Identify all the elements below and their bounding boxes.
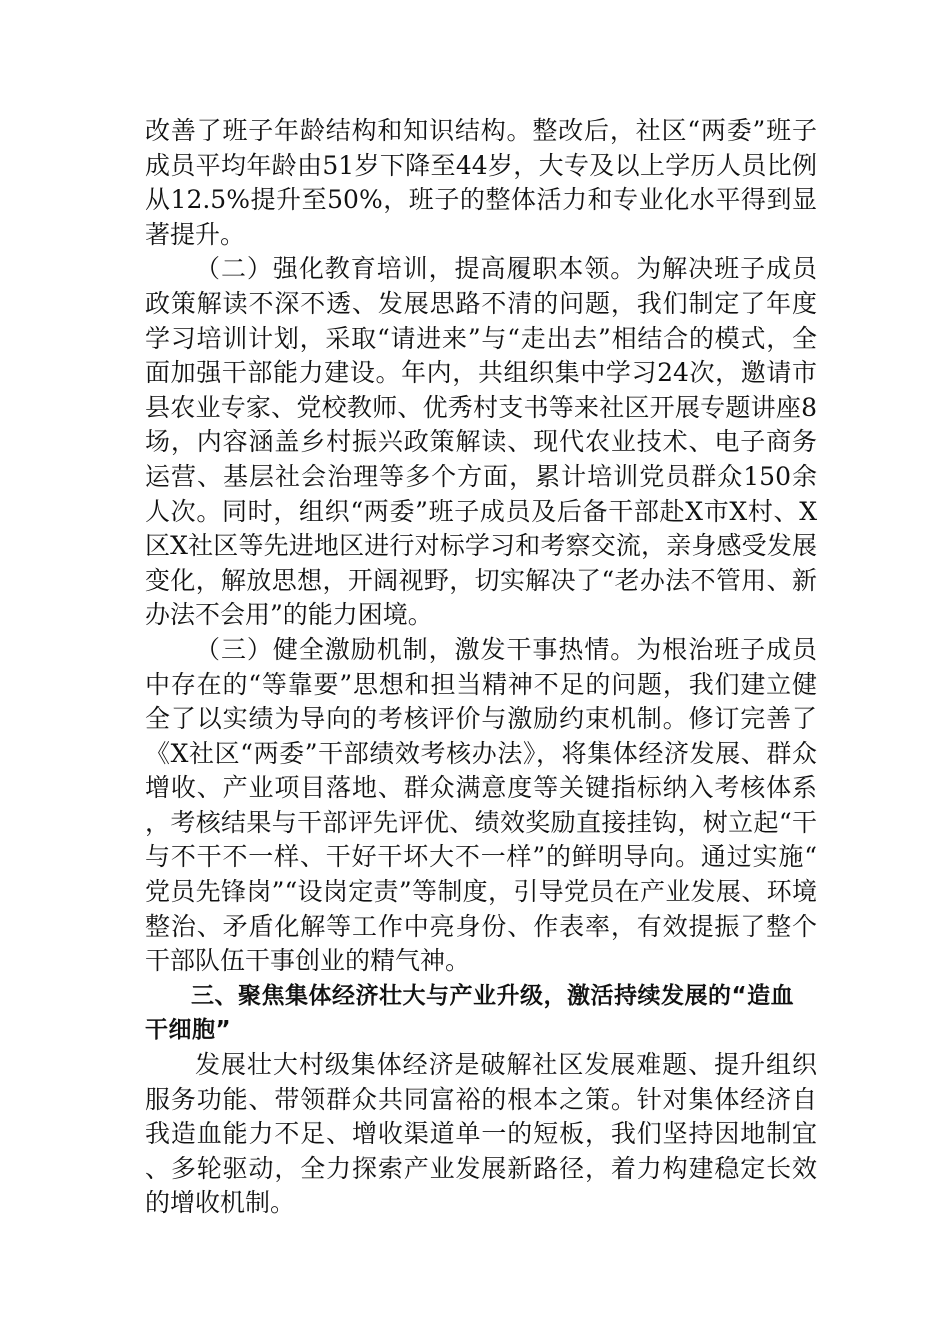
paragraph-collective-economy-intro: 发展壮大村级集体经济是破解社区发展难题、提升组织服务功能、带领群众共同富裕的根本之策。针对集体经济自我造血能力不足、增收渠道单一的短板，我们坚持因地制宜、多轮驱动，全力探索产业发展新路径，着力构建稳定长效的增收机制。 (145, 1050, 817, 1218)
paragraph-incentive-mechanism: （三）健全激励机制，激发干事热情。为根治班子成员中存在的“等靠要”思想和担当精神不足的问题，我们建立健全了以实绩为导向的考核评价与激励约束机制。修订完善了《X社区“两委”干部绩效考核办法》，将集体经济发展、群众增收、产业项目落地、群众满意度等关键指标纳入考核体系，考核结果与干部评先评优、绩效奖励直接挂钩，树立起“干与不干不一样、干好干坏大不一样”的鲜明导向。通过实施“党员先锋岗”“设岗定责”等制度，引导党员在产业发展、环境整治、矛盾化解等工作中亮身份、作表率，有效提振了整个干部队伍干事创业的精气神。 (145, 634, 817, 976)
paragraph-team-structure: 改善了班子年龄结构和知识结构。整改后，社区“两委”班子成员平均年龄由51岁下降至44岁，大专及以上学历人员比例从12.5%提升至50%，班子的整体活力和专业化水平得到显著提升。 (145, 116, 817, 249)
paragraph-education-training: （二）强化教育培训，提高履职本领。为解决班子成员政策解读不深不透、发展思路不清的问题，我们制定了年度学习培训计划，采取“请进来”与“走出去”相结合的模式，全面加强干部能力建设。年内，共组织集中学习24次，邀请市县农业专家、党校教师、优秀村支书等来社区开展专题讲座8场，内容涵盖乡村振兴政策解读、现代农业技术、电子商务运营、基层社会治理等多个方面，累计培训党员群众150余人次。同时，组织“两委”班子成员及后备干部赴X市X村、X区X社区等先进地区进行对标学习和考察交流，亲身感受发展变化，解放思想，开阔视野，切实解决了“老办法不管用、新办法不会用”的能力困境。 (145, 254, 817, 630)
section-heading-collective-economy: 三、聚焦集体经济壮大与产业升级，激活持续发展的“造血干细胞” (145, 982, 795, 1044)
document-page (145, 114, 817, 1221)
